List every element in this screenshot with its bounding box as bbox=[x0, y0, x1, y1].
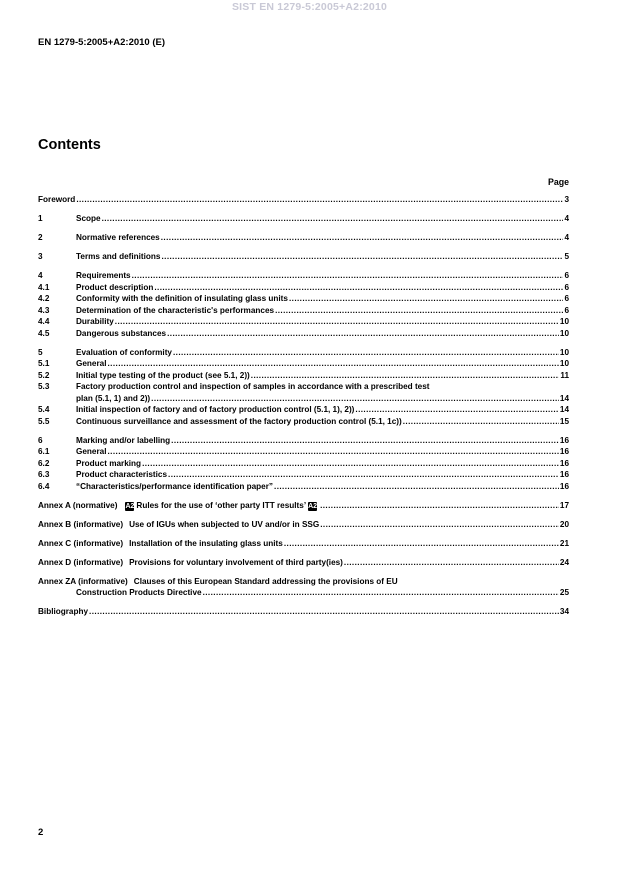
toc-entry-page: 10 bbox=[559, 328, 569, 338]
toc-entry-number: 5.5 bbox=[38, 416, 50, 426]
toc-entry-text: Terms and definitions bbox=[76, 252, 161, 261]
toc-entry-number: Annex C (informative) bbox=[38, 538, 124, 548]
toc-entry[interactable] bbox=[38, 404, 569, 416]
toc-entry-text: Use of IGUs when subjected to UV and/or in SSG bbox=[129, 519, 320, 529]
toc-entry-text: General bbox=[76, 447, 107, 456]
toc-entry-page: 20 bbox=[559, 519, 569, 529]
toc-entry-foreword[interactable] bbox=[38, 194, 569, 206]
toc-entry-page: 10 bbox=[559, 347, 569, 357]
toc-entry-text: Normative references bbox=[76, 233, 160, 242]
toc-entry[interactable] bbox=[38, 458, 569, 470]
toc-entry-page: 34 bbox=[559, 607, 569, 616]
toc-entry-page: 16 bbox=[559, 435, 569, 445]
toc-entry-number: 6.4 bbox=[38, 481, 50, 491]
toc-entry-annex-b[interactable] bbox=[38, 519, 569, 531]
toc-entry-text: Foreword bbox=[38, 195, 76, 204]
watermark: SIST EN 1279-5:2005+A2:2010 bbox=[231, 1, 388, 13]
toc-entry-page: 6 bbox=[564, 282, 569, 292]
toc-entry-page: 21 bbox=[559, 538, 569, 548]
toc-entry-text: General bbox=[76, 359, 107, 368]
document-id: EN 1279-5:2005+A2:2010 (E) bbox=[38, 37, 166, 48]
toc-entry-continuation[interactable] bbox=[38, 393, 569, 405]
toc-entry-text: Evaluation of conformity bbox=[76, 347, 172, 357]
toc-entry-page: 14 bbox=[559, 405, 569, 414]
toc-entry[interactable] bbox=[38, 358, 569, 370]
toc-entry-text: Bibliography bbox=[38, 607, 89, 616]
toc-entry[interactable] bbox=[38, 481, 569, 493]
toc-entry[interactable] bbox=[38, 469, 569, 481]
toc-entry-page: 15 bbox=[559, 416, 569, 426]
toc-entry-page: 16 bbox=[559, 458, 569, 468]
toc-entry-page: 17 bbox=[559, 500, 569, 510]
toc-entry-annex-za[interactable] bbox=[38, 576, 569, 588]
toc-entry[interactable] bbox=[38, 305, 569, 317]
toc-entry-text: Installation of the insulating glass units bbox=[129, 538, 283, 548]
toc-entry[interactable] bbox=[38, 232, 569, 244]
toc-entry-number: 6.3 bbox=[38, 470, 50, 479]
toc-entry-annex-d[interactable] bbox=[38, 557, 569, 569]
toc-entry-page: 24 bbox=[559, 557, 569, 567]
toc-entry-text: Continuous surveillance and assessment of the factory production control (5.1, 1c)) bbox=[76, 416, 402, 426]
toc-entry-page: 11 bbox=[560, 370, 569, 380]
page-title: Contents bbox=[38, 137, 101, 153]
toc-entry-number: 1 bbox=[38, 214, 43, 223]
toc-entry-number: 6 bbox=[38, 435, 43, 445]
toc-entry-text-continued: Construction Products Directive bbox=[76, 588, 202, 597]
toc-entry-page: 6 bbox=[564, 271, 569, 280]
toc-entry-number: 5.3 bbox=[38, 382, 50, 391]
toc-entry[interactable] bbox=[38, 435, 569, 447]
amendment-end-icon: A2 bbox=[308, 502, 318, 510]
toc-entry-page: 3 bbox=[564, 195, 569, 204]
toc-entry[interactable] bbox=[38, 270, 569, 282]
toc-entry-number: 4.5 bbox=[38, 328, 50, 338]
toc-entry-number: 5 bbox=[38, 347, 43, 357]
toc-entry-text: Initial type testing of the product (see 5.1, 2)) bbox=[76, 370, 250, 380]
toc-entry-page: 25 bbox=[559, 588, 569, 597]
toc-entry-text: Product description bbox=[76, 282, 154, 292]
toc-entry-text: Conformity with the definition of insulating glass units bbox=[76, 294, 288, 303]
toc-entry-number: 4.4 bbox=[38, 317, 50, 326]
toc-entry[interactable] bbox=[38, 251, 569, 263]
toc-entry-page: 6 bbox=[564, 294, 569, 303]
table-of-contents bbox=[38, 194, 569, 618]
toc-entry-annex-c[interactable] bbox=[38, 538, 569, 550]
toc-entry[interactable] bbox=[38, 381, 569, 393]
toc-entry-bibliography[interactable] bbox=[38, 606, 569, 618]
toc-entry-text: Requirements bbox=[76, 271, 131, 280]
toc-entry-text: Clauses of this European Standard addressing the provisions of EU bbox=[133, 576, 398, 586]
toc-entry-number: 2 bbox=[38, 233, 43, 242]
amendment-start-icon: A2 bbox=[125, 502, 135, 510]
toc-entry[interactable] bbox=[38, 316, 569, 328]
toc-entry[interactable] bbox=[38, 416, 569, 428]
toc-entry[interactable] bbox=[38, 213, 569, 225]
toc-entry-number: 5.4 bbox=[38, 405, 50, 414]
toc-entry-text: Product marking bbox=[76, 458, 142, 468]
toc-entry-text: Durability bbox=[76, 317, 114, 326]
toc-entry-page: 6 bbox=[564, 305, 569, 315]
toc-entry-text: Factory production control and inspection of samples in accordance with a prescribed test bbox=[76, 382, 430, 391]
toc-entry-number: Annex B (informative) bbox=[38, 519, 124, 529]
toc-entry-page: 10 bbox=[559, 359, 569, 368]
toc-entry-number: 4.2 bbox=[38, 294, 50, 303]
toc-entry-page: 14 bbox=[559, 393, 569, 403]
toc-entry-text: “Characteristics/performance identification paper” bbox=[76, 481, 274, 491]
toc-entry-page: 5 bbox=[564, 252, 569, 261]
toc-entry-page: 4 bbox=[564, 233, 569, 242]
toc-entry-text: Determination of the characteristic's performances bbox=[76, 305, 275, 315]
toc-entry-number: 3 bbox=[38, 252, 43, 261]
toc-entry[interactable] bbox=[38, 328, 569, 340]
toc-entry[interactable] bbox=[38, 282, 569, 294]
page-number: 2 bbox=[38, 827, 44, 838]
toc-entry-number: 4.1 bbox=[38, 282, 50, 292]
toc-entry-page: 16 bbox=[559, 470, 569, 479]
toc-entry-number: Annex D (informative) bbox=[38, 557, 124, 567]
toc-entry-number: 6.2 bbox=[38, 458, 50, 468]
toc-entry-page: 16 bbox=[559, 481, 569, 491]
toc-entry-text: Scope bbox=[76, 214, 101, 223]
toc-entry-continuation[interactable] bbox=[38, 587, 569, 599]
toc-entry-number: 5.2 bbox=[38, 370, 50, 380]
toc-entry-page: 16 bbox=[559, 447, 569, 456]
toc-entry-number: 4.3 bbox=[38, 305, 50, 315]
toc-entry-text: Marking and/or labelling bbox=[76, 435, 171, 445]
toc-entry[interactable] bbox=[38, 446, 569, 458]
toc-entry-number: Annex ZA (informative) bbox=[38, 576, 128, 586]
toc-entry[interactable] bbox=[38, 370, 569, 382]
toc-entry-number: Annex A (normative) bbox=[38, 500, 118, 510]
toc-entry-text: Rules for the use of ‘other party ITT results’ bbox=[136, 500, 307, 510]
toc-entry-annex-a[interactable] bbox=[38, 500, 569, 512]
toc-entry-text: Provisions for voluntary involvement of third party(ies) bbox=[129, 557, 343, 567]
page-column-heading: Page bbox=[547, 177, 569, 187]
toc-entry-page: 4 bbox=[564, 214, 569, 223]
toc-entry-text-continued: plan (5.1, 1) and 2)) bbox=[76, 393, 151, 403]
toc-entry-text: Dangerous substances bbox=[76, 328, 167, 338]
toc-entry[interactable] bbox=[38, 293, 569, 305]
toc-entry-text: Product characteristics bbox=[76, 470, 168, 479]
toc-entry-text: Initial inspection of factory and of factory production control (5.1, 1), 2)) bbox=[76, 405, 355, 414]
toc-entry[interactable] bbox=[38, 347, 569, 359]
toc-entry-number: 5.1 bbox=[38, 359, 50, 368]
toc-entry-number: 4 bbox=[38, 271, 43, 280]
toc-entry-page: 10 bbox=[559, 317, 569, 326]
toc-entry-number: 6.1 bbox=[38, 447, 50, 456]
